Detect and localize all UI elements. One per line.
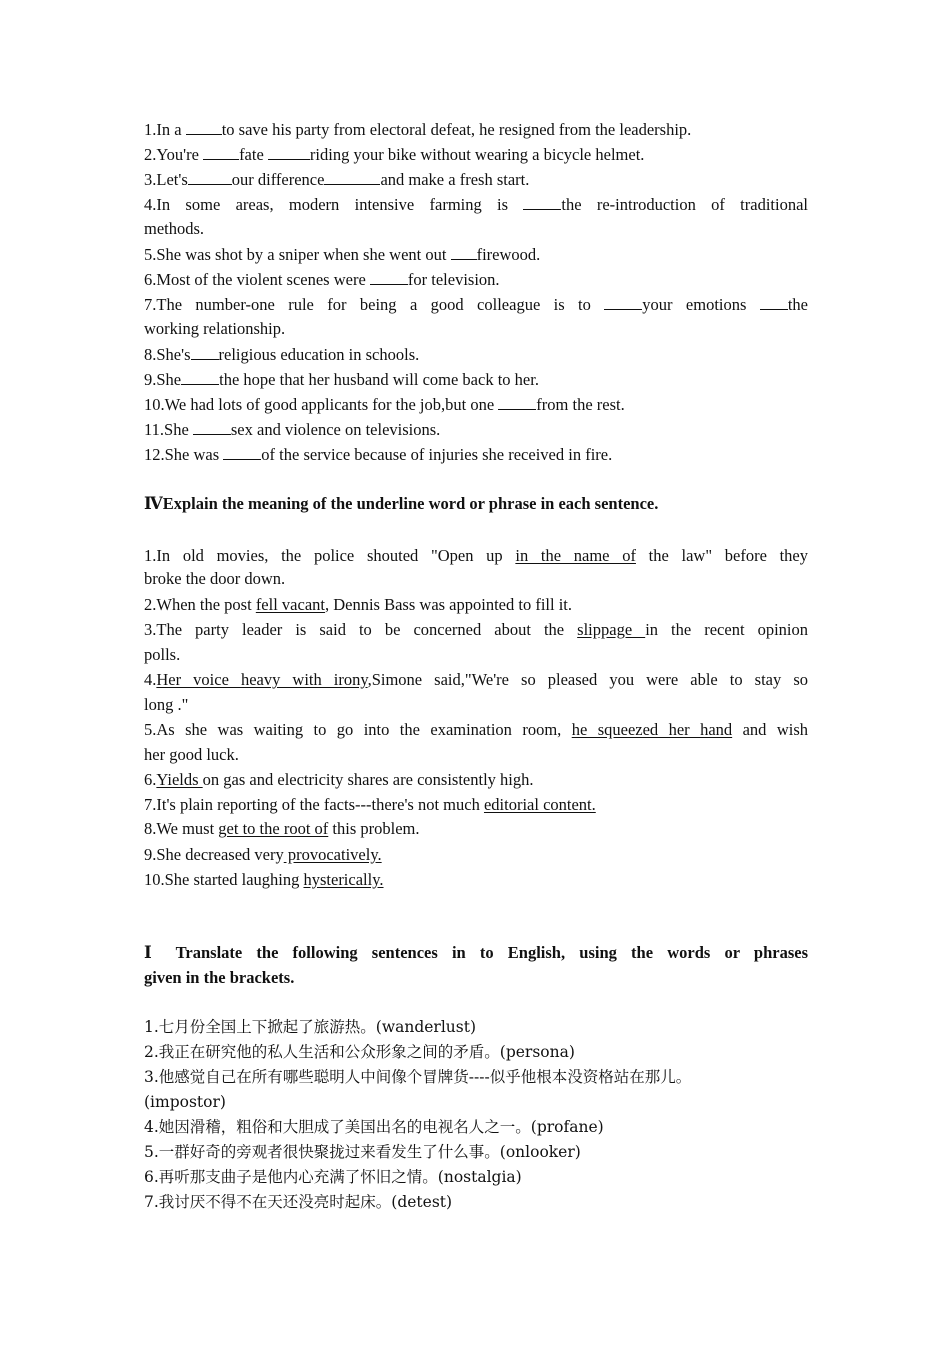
explain-sentence-3: 3.The party leader is said to be concerned about the slippage in the recent opinion (144, 620, 808, 639)
fill-sentence-2: 2.You're fate riding your bike without wearing a bicycle helmet. (144, 145, 645, 164)
translate-sentence-4: 4.她因滑稽，粗俗和大胆成了美国出名的电视名人之一。(profane) (144, 1118, 604, 1136)
explain-sentence-5-cont: her good luck. (144, 745, 239, 764)
blank (324, 169, 380, 185)
explain-sentence-4: 4.Her voice heavy with irony,Simone said,"We're so pleased you were able to stay so (144, 670, 808, 689)
explain-sentence-2: 2.When the post fell vacant, Dennis Bass was appointed to fill it. (144, 595, 573, 614)
blank (188, 169, 232, 185)
blank (223, 444, 261, 460)
blank (451, 244, 477, 260)
fill-sentence-3: 3.Let's our difference and make a fresh start. (144, 170, 530, 189)
translate-sentence-1: 1.七月份全国上下掀起了旅游热。(wanderlust) (144, 1018, 477, 1036)
fill-sentence-8: 8.She's religious education in schools. (144, 345, 420, 364)
fill-sentence-6: 6.Most of the violent scenes were for television. (144, 270, 500, 289)
blank (181, 369, 219, 385)
blank (191, 344, 219, 360)
fill-sentence-4: 4.In some areas, modern intensive farming is the re-introduction of traditional (144, 195, 809, 214)
blank (498, 394, 536, 410)
explain-sentence-8: 8.We must get to the root of this problem. (144, 819, 420, 838)
translate-sentence-6: 6.再听那支曲子是他内心充满了怀旧之情。(nostalgia) (144, 1168, 522, 1186)
translate-sentence-3-cont: (impostor) (144, 1093, 226, 1111)
blank (760, 294, 788, 310)
explain-sentence-10: 10.She started laughing hysterically. (144, 870, 384, 889)
fill-sentence-7: 7.The number-one rule for being a good colleague is to your emotions the (144, 295, 808, 314)
explain-sentence-1-cont: broke the door down. (144, 569, 286, 588)
translate-sentence-7: 7.我讨厌不得不在天还没亮时起床。(detest) (144, 1193, 453, 1211)
blank (203, 144, 239, 160)
blank (523, 194, 561, 210)
translate-sentence-2: 2.我正在研究他的私人生活和公众形象之间的矛盾。(persona) (144, 1043, 575, 1061)
blank (370, 269, 408, 285)
fill-sentence-12: 12.She was of the service because of injuries she received in fire. (144, 445, 613, 464)
fill-sentence-7-cont: working relationship. (144, 319, 286, 338)
fill-sentence-1: 1.In a to save his party from electoral defeat, he resigned from the leadership. (144, 120, 692, 139)
explain-sentence-6: 6.Yields on gas and electricity shares are consistently high. (144, 770, 534, 789)
translate-sentence-3: 3.他感觉自己在所有哪些聪明人中间像个冒牌货----似乎他根本没资格站在那儿。 (144, 1068, 692, 1086)
blank (604, 294, 642, 310)
explain-sentence-3-cont: polls. (144, 645, 181, 664)
section-4-heading: ⅣExplain the meaning of the underline word or phrase in each sentence. (144, 494, 659, 513)
fill-sentence-11: 11.She sex and violence on televisions. (144, 420, 441, 439)
fill-sentence-10: 10.We had lots of good applicants for the job,but one from the rest. (144, 395, 625, 414)
fill-sentence-4-cont: methods. (144, 219, 205, 238)
fill-sentence-9: 9.She the hope that her husband will come back to her. (144, 370, 539, 389)
explain-sentence-9: 9.She decreased very provocatively. (144, 845, 382, 864)
blank (193, 419, 231, 435)
fill-sentence-5: 5.She was shot by a sniper when she went out firewood. (144, 245, 541, 264)
blank (186, 119, 222, 135)
section-1-heading: Ⅰ Translate the following sentences in to English, using the words or phrases (144, 943, 808, 962)
explain-sentence-1: 1.In old movies, the police shouted "Open up in the name of the law" before they (144, 546, 809, 565)
blank (268, 144, 310, 160)
section-1-heading-cont: given in the brackets. (144, 968, 295, 987)
explain-sentence-5: 5.As she was waiting to go into the examination room, he squeezed her hand and wish (144, 720, 808, 739)
explain-sentence-7: 7.It's plain reporting of the facts---there's not much editorial content. (144, 795, 596, 814)
translate-sentence-5: 5.一群好奇的旁观者很快聚拢过来看发生了什么事。(onlooker) (144, 1143, 581, 1161)
explain-sentence-4-cont: long ." (144, 695, 189, 714)
